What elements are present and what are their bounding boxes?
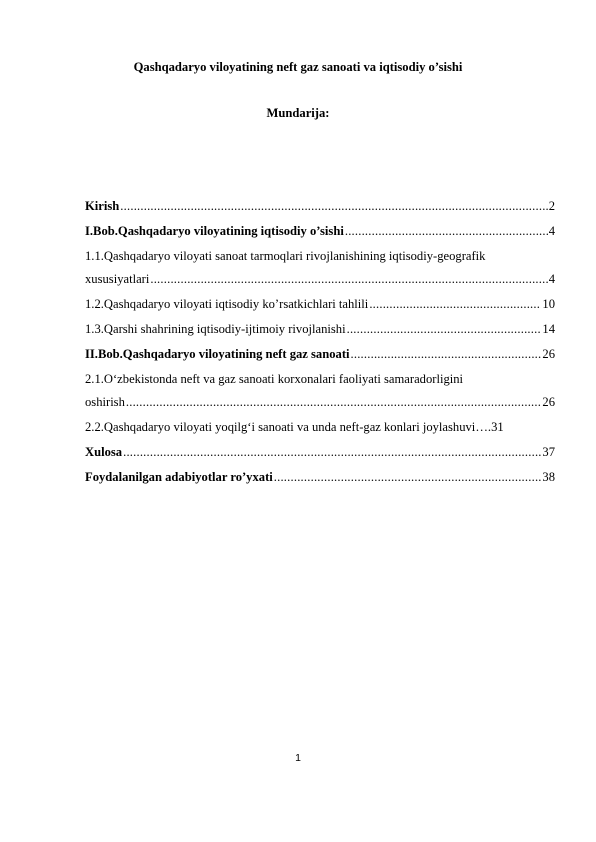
toc-heading: Mundarija:: [266, 106, 330, 120]
toc-entry-title-line1: 1.1.Qashqadaryo viloyati sanoat tarmoqlari rivojlanishining iqtisodiy-geografik: [85, 249, 486, 263]
toc-entry-title: II.Bob.Qashqadaryo viloyatining neft gaz sanoati: [85, 347, 350, 361]
toc-leader-ellipsis: ….: [475, 420, 492, 434]
toc-entry-title: 1.3.Qarshi shahrining iqtisodiy-ijtimoiy rivojlanishi: [85, 322, 346, 336]
toc-leader-dots: [345, 224, 548, 239]
toc-entry-title: 1.2.Qashqadaryo viloyati iqtisodiy ko’rsatkichlari tahlili: [85, 297, 369, 311]
toc-entry-chapter-1[interactable]: [85, 224, 555, 239]
toc-leader-dots: [369, 297, 541, 312]
toc-page-number: 31: [491, 420, 504, 434]
toc-leader-dots: [126, 395, 542, 410]
table-of-contents: [85, 199, 555, 495]
toc-entry-bibliography[interactable]: [85, 470, 555, 485]
toc-page-number: 38: [542, 470, 555, 484]
toc-entry-title: Foydalanilgan adabiyotlar ro’yxati: [85, 470, 273, 484]
page-number-footer: 1: [295, 752, 301, 764]
toc-leader-dots: [120, 199, 547, 214]
toc-entry-section-2-1[interactable]: [85, 372, 555, 410]
toc-entry-section-1-2[interactable]: [85, 297, 555, 312]
toc-leader-dots: [347, 322, 542, 337]
toc-entry-title: Xulosa: [85, 445, 123, 459]
toc-leader-dots: [150, 272, 547, 287]
toc-page-number: 37: [542, 445, 555, 459]
toc-entry-title: Kirish: [85, 199, 120, 213]
toc-leader-dots: [123, 445, 541, 460]
toc-entry-section-1-1[interactable]: [85, 249, 555, 287]
toc-leader-dots: [274, 470, 542, 485]
toc-entry-title: xususiyatlari: [85, 272, 150, 286]
toc-entry-xulosa[interactable]: [85, 445, 555, 460]
toc-entry-chapter-2[interactable]: [85, 347, 555, 362]
toc-page-number: 10: [542, 297, 555, 311]
toc-entry-section-2-2[interactable]: [85, 420, 555, 435]
toc-page-number: 26: [542, 395, 555, 409]
toc-entry-kirish[interactable]: [85, 199, 555, 214]
toc-entry-section-1-3[interactable]: [85, 322, 555, 337]
toc-page-number: 2: [548, 199, 555, 213]
toc-page-number: 4: [548, 272, 555, 286]
toc-leader-dots: [351, 347, 542, 362]
toc-entry-title: oshirish: [85, 395, 125, 409]
toc-entry-title: I.Bob.Qashqadaryo viloyatining iqtisodiy o’sishi: [85, 224, 344, 238]
toc-page-number: 4: [548, 224, 555, 238]
toc-entry-title-line1: 2.1.O‘zbekistonda neft va gaz sanoati korxonalari faoliyati samaradorligini: [85, 372, 464, 386]
document-title: Qashqadaryo viloyatining neft gaz sanoati va iqtisodiy o’sishi: [133, 60, 463, 74]
toc-page-number: 26: [542, 347, 555, 361]
toc-entry-title: 2.2.Qashqadaryo viloyati yoqilg‘i sanoati va unda neft-gaz konlari joylashuvi: [85, 420, 476, 434]
toc-page-number: 14: [542, 322, 555, 336]
